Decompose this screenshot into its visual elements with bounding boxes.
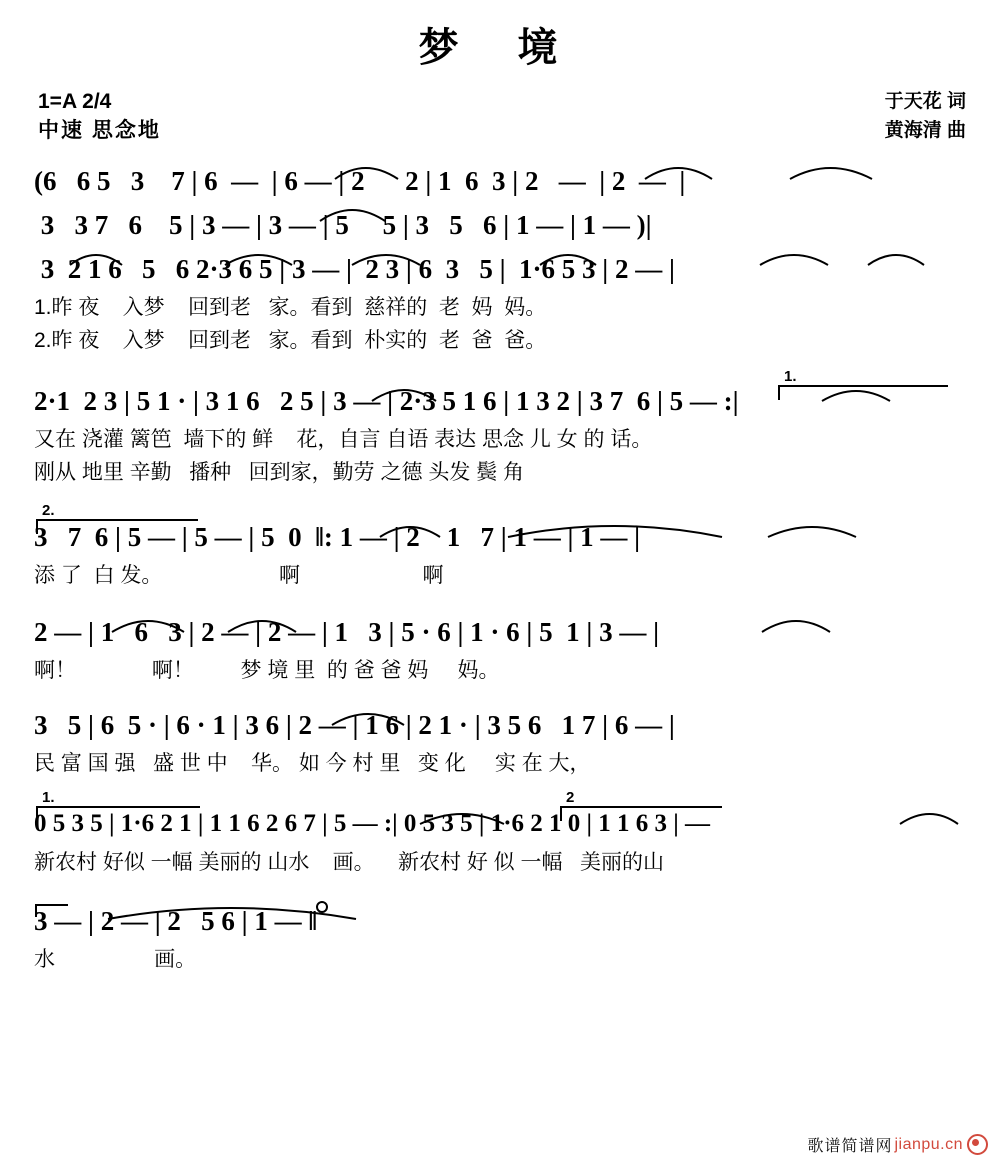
music-system-2	[0, 247, 1000, 357]
lyric-verse-1b: 2.昨 夜 入梦 回到老 家。看到 朴实的 老 爸 爸。	[34, 329, 547, 352]
notation-line-9: 3 — | 2 — | 2 5 6 | 1 — ‖	[34, 906, 318, 936]
expression-line: 中速 思念地	[38, 119, 161, 142]
music-system-5	[0, 610, 1000, 687]
lyric-verse-2b: 刚从 地里 辛勤 播种 回到家，勤劳 之德 头发 鬓 角	[34, 461, 525, 484]
second-ending-label-1: 2.	[42, 502, 55, 519]
site-name-en: jianpu.cn	[894, 1135, 963, 1153]
notation-line-5: 3 7 6 | 5 — | 5 — | 5 0 ‖: 1 — | 2 1 7 | 1 — | 1 — |	[34, 522, 641, 552]
music-system-3	[0, 368, 1000, 489]
lyric-verse-7: 水 画。	[34, 948, 197, 971]
notation-line-7: 3 5 | 6 5 · | 6 · 1 | 3 6 | 2 — | 1 6 | 2 1 · | 3 5 6 1 7 | 6 — |	[34, 710, 675, 740]
page-title: 梦 境	[418, 26, 582, 70]
key-signature-block	[38, 87, 161, 145]
key-tempo-line: 1=A 2/4	[38, 90, 112, 113]
composer-credit: 黄海清 曲	[884, 120, 966, 141]
notation-line-1: (6 6 5 3 7 | 6 — | 6 — | 2 2 | 1 6 3 | 2 — | 2 — |	[34, 166, 686, 196]
lyricist-credit: 于天花 词	[884, 91, 966, 112]
music-system-4	[0, 502, 1000, 592]
second-ending-label-2: 2	[566, 789, 575, 806]
notation-line-2: 3 3 7 6 5 | 3 — | 3 — | 5 5 | 3 5 6 | 1 — | 1 — )|	[34, 210, 652, 240]
music-system-6	[0, 703, 1000, 780]
music-system-8	[0, 899, 1000, 976]
site-watermark	[807, 1133, 988, 1156]
credits-block	[885, 87, 966, 145]
first-ending-label-2: 1.	[42, 789, 55, 806]
lyric-verse-6: 新农村 好似 一幅 美丽的 山水 画。 新农村 好 似 一幅 美丽的山	[34, 851, 665, 874]
notation-line-8: 0 5 3 5 | 1·6 2 1 | 1 1 6 2 6 7 | 5 — :| 0 5 3 5 | 1·6 2 1 0 | 1 1 6 3 | —	[34, 810, 717, 837]
site-badge-icon	[967, 1134, 988, 1155]
notation-line-4: 2·1 2 3 | 5 1 · | 3 1 6 2 5 | 3 — | 2·3 5 1 6 | 1 3 2 | 3 7 6 | 5 — :|	[34, 386, 739, 416]
lyric-verse-5: 民 富 国 强 盛 世 中 华。 如 今 村 里 变 化 实 在 大，	[34, 752, 591, 775]
lyric-verse-2a: 又在 浇灌 篱笆 墙下的 鲜 花，自言 自语 表达 思念 儿 女 的 话。	[34, 428, 653, 451]
lyric-verse-3: 添 了 白 发。 啊 啊	[34, 564, 444, 587]
music-system-1	[0, 159, 1000, 247]
score-header	[0, 87, 1000, 159]
first-ending-label-1: 1.	[784, 368, 797, 385]
notation-line-6: 2 — | 1 6 3 | 2 — | 2 — | 1 3 | 5 · 6 | 1 · 6 | 5 1 | 3 — |	[34, 617, 660, 647]
notation-line-3: 3 2 1 6 5 6 2·3 6 5 | 3 — | 2 3 | 6 3 5 | 1·6 5 3 | 2 — |	[34, 254, 675, 284]
lyric-verse-4: 啊！ 啊！ 梦 境 里 的 爸 爸 妈 妈。	[34, 659, 500, 682]
lyric-verse-1a: 1.昨 夜 入梦 回到老 家。看到 慈祥的 老 妈 妈。	[34, 296, 547, 319]
music-system-7	[0, 789, 1000, 879]
site-name-cn: 歌谱简谱网	[807, 1138, 893, 1155]
